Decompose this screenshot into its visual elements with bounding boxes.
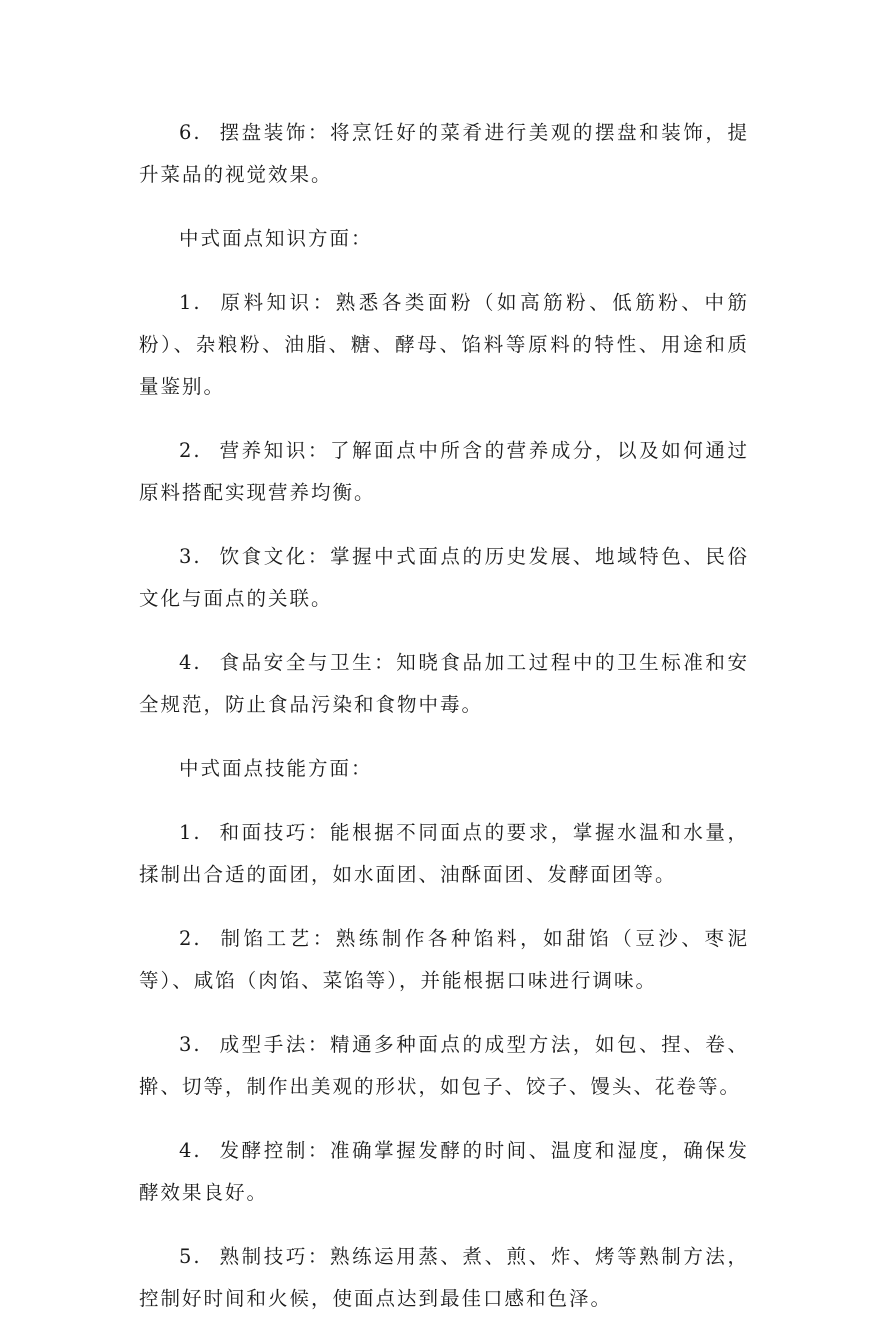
item-number: 4.	[179, 651, 202, 674]
item-text: 制馅工艺：熟练制作各种馅料，如甜馅（豆沙、枣泥等）、咸馅（肉馅、菜馅等），并能根据口味进行调味。	[139, 927, 749, 992]
body-text	[139, 112, 749, 1342]
item-text: 饮食文化：掌握中式面点的历史发展、地域特色、民俗文化与面点的关联。	[139, 545, 749, 610]
item-number: 2.	[179, 439, 202, 462]
item-number: 6.	[179, 121, 202, 144]
item-number: 1.	[179, 291, 202, 314]
list-item	[139, 430, 749, 514]
item-number: 1.	[179, 821, 202, 844]
item-text: 原料知识：熟悉各类面粉（如高筋粉、低筋粉、中筋粉）、杂粮粉、油脂、糖、酵母、馅料等原料的特性、用途和质量鉴别。	[139, 291, 749, 398]
item-text: 熟制技巧：熟练运用蒸、煮、煎、炸、烤等熟制方法，控制好时间和火候，使面点达到最佳口感和色泽。	[139, 1245, 749, 1310]
list-item	[139, 1130, 749, 1214]
item-text: 和面技巧：能根据不同面点的要求，掌握水温和水量，揉制出合适的面团，如水面团、油酥面团、发酵面团等。	[139, 821, 749, 886]
item-number: 2.	[179, 927, 202, 950]
item-number: 5.	[179, 1245, 202, 1268]
section-heading: 中式面点技能方面：	[179, 757, 373, 780]
section-heading: 中式面点知识方面：	[179, 227, 373, 250]
item-text: 成型手法：精通多种面点的成型方法，如包、捏、卷、擀、切等，制作出美观的形状，如包子、饺子、馒头、花卷等。	[139, 1033, 749, 1098]
item-text: 摆盘装饰：将烹饪好的菜肴进行美观的摆盘和装饰，提升菜品的视觉效果。	[139, 121, 749, 186]
item-number: 3.	[179, 1033, 202, 1056]
list-item	[139, 642, 749, 726]
item-text: 发酵控制：准确掌握发酵的时间、温度和湿度，确保发酵效果良好。	[139, 1139, 749, 1204]
item-number: 4.	[179, 1139, 202, 1162]
item-number: 3.	[179, 545, 202, 568]
list-item	[139, 812, 749, 896]
list-item	[139, 1236, 749, 1320]
item-text: 营养知识：了解面点中所含的营养成分，以及如何通过原料搭配实现营养均衡。	[139, 439, 749, 504]
item-text: 食品安全与卫生：知晓食品加工过程中的卫生标准和安全规范，防止食品污染和食物中毒。	[139, 651, 749, 716]
list-item	[139, 536, 749, 620]
list-item	[139, 112, 749, 196]
list-item	[139, 282, 749, 408]
list-item	[139, 1024, 749, 1108]
list-item	[139, 918, 749, 1002]
